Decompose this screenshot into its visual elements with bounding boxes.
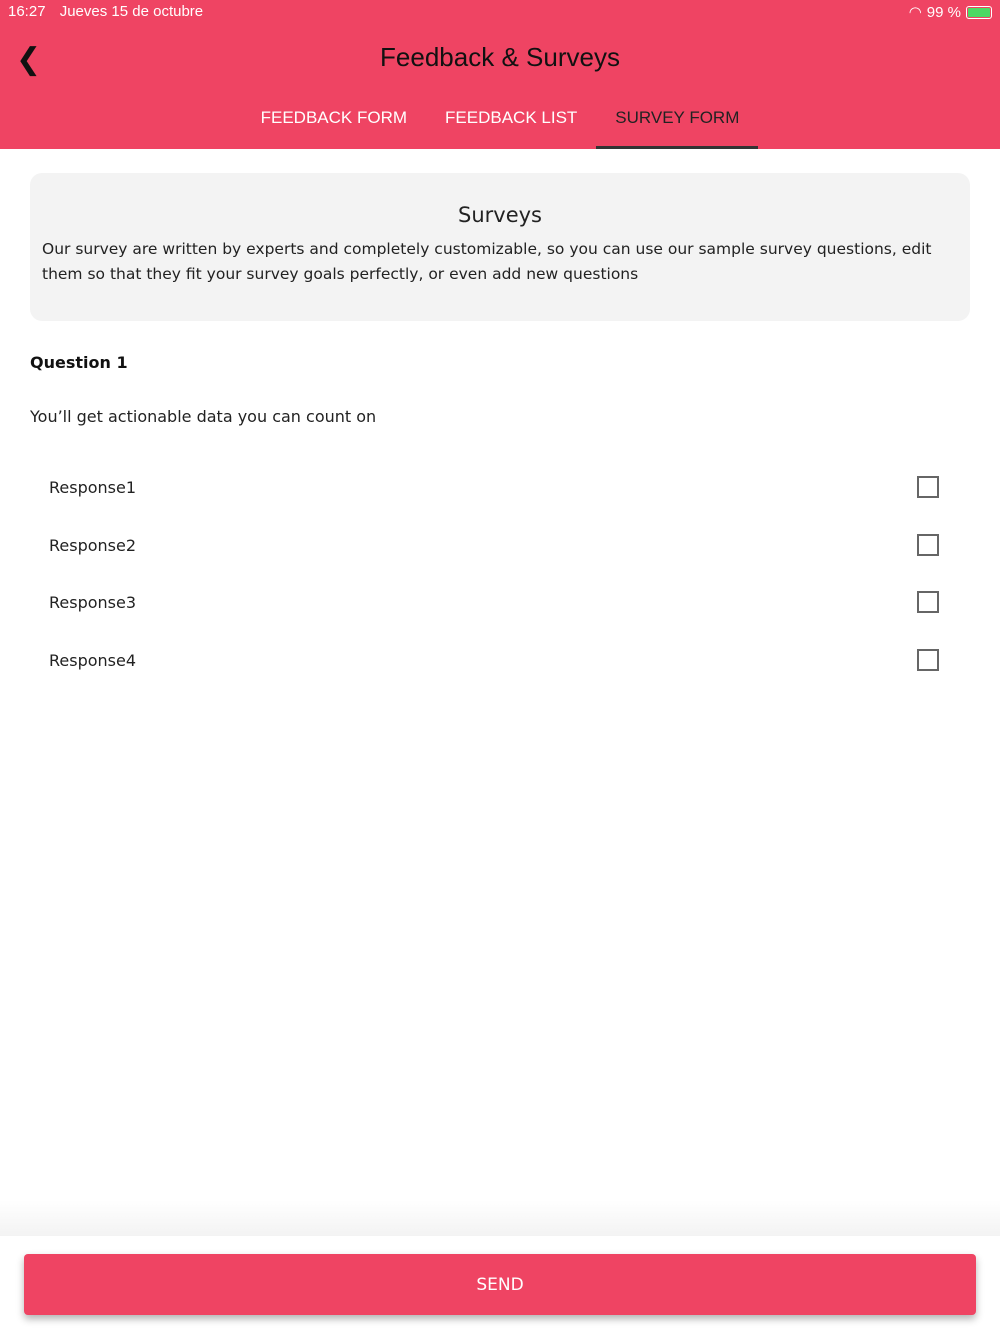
tab-feedback-form[interactable]: FEEDBACK FORM [260, 108, 408, 127]
wifi-icon: ◠ [908, 4, 922, 21]
response-row[interactable] [49, 534, 939, 556]
footer-divider [0, 1200, 1000, 1236]
response-checkbox[interactable] [917, 476, 939, 498]
intro-text: Our survey are written by experts and completely customizable, so you can use our sample survey questions, edit them so that they fit your survey goals perfectly, or even add new questions [42, 240, 932, 283]
tab-survey-form[interactable]: SURVEY FORM [596, 100, 758, 149]
response-checkbox[interactable] [917, 649, 939, 671]
page-title: Feedback & Surveys [380, 42, 620, 72]
question-label: Question 1 [30, 353, 128, 372]
response-label: Response4 [49, 650, 137, 670]
response-row[interactable] [49, 591, 939, 613]
chevron-left-icon: ❮ [16, 42, 42, 77]
status-bar-right [909, 3, 992, 21]
tab-bar [0, 100, 1000, 149]
tab-feedback-list[interactable]: FEEDBACK LIST [445, 108, 578, 127]
question-text: You’ll get actionable data you can count on [30, 407, 377, 426]
response-label: Response1 [49, 477, 137, 497]
response-label: Response3 [49, 592, 137, 612]
response-label: Response2 [49, 535, 137, 555]
send-button[interactable]: SEND [24, 1254, 976, 1315]
status-date: Jueves 15 de octubre [59, 3, 204, 20]
status-bar-left [8, 3, 213, 20]
intro-card [30, 173, 970, 321]
intro-title: Surveys [458, 203, 542, 227]
response-checkbox[interactable] [917, 534, 939, 556]
battery-percent: 99 % [926, 3, 961, 21]
app-header [0, 0, 1000, 149]
battery-icon [966, 6, 992, 19]
status-time: 16:27 [8, 3, 46, 20]
response-row[interactable] [49, 649, 939, 671]
response-row[interactable] [49, 476, 939, 498]
response-checkbox[interactable] [917, 591, 939, 613]
